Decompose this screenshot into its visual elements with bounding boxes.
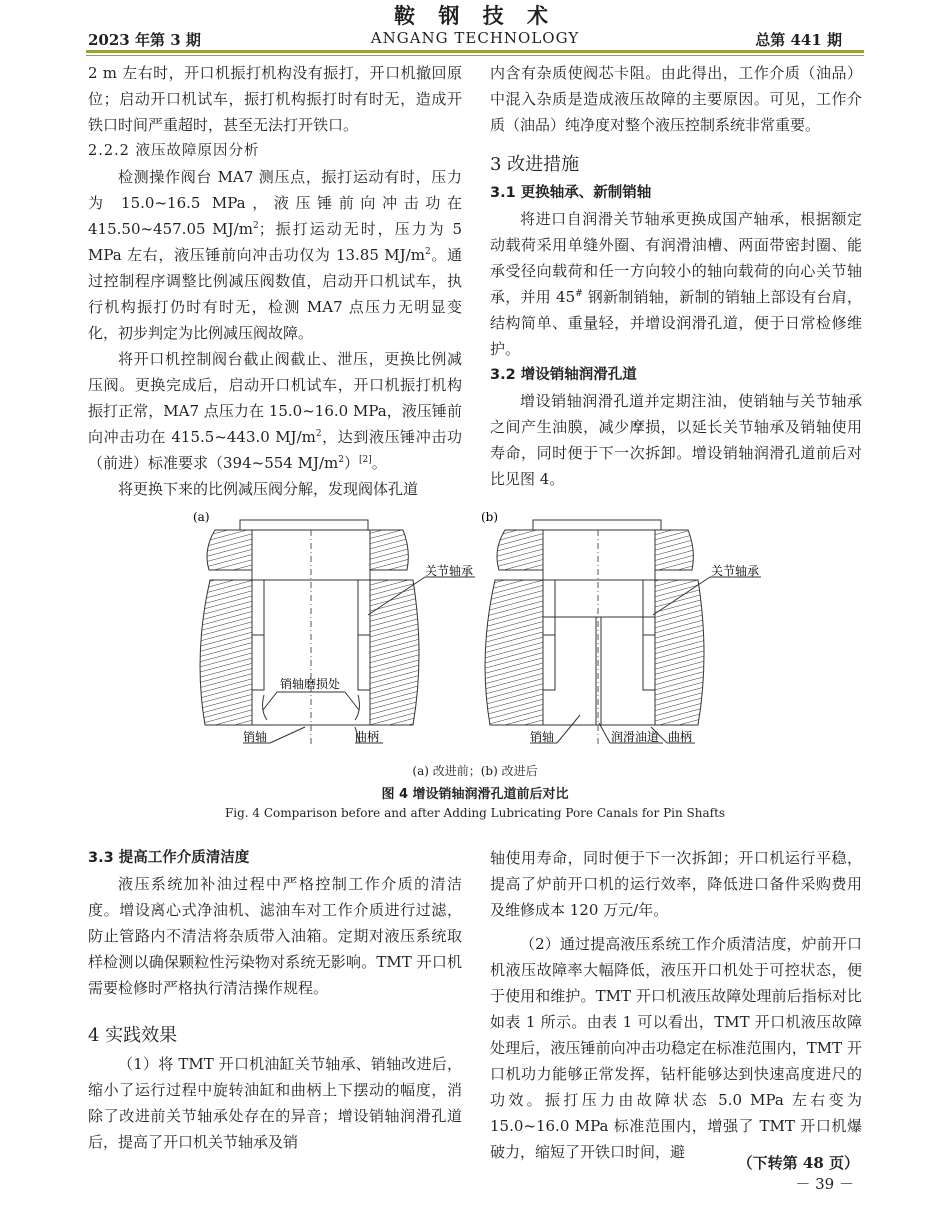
crank-upper-right bbox=[655, 530, 693, 570]
page-number: － 39 － bbox=[795, 1175, 854, 1193]
left-column-bottom bbox=[88, 845, 462, 1155]
citation[interactable]: [2] bbox=[359, 455, 372, 465]
paragraph: 轴使用寿命，同时便于下一次拆卸；开口机运行平稳，提高了炉前开口机的运行效率，降低进口备件采购费用及维修成本 120 万元/年。 bbox=[490, 849, 862, 919]
journal-title: 鞍 钢 技 术 bbox=[394, 3, 556, 28]
label-pin-a: 销轴 bbox=[243, 730, 268, 744]
paragraph: 内含有杂质使阀芯卡阻。由此得出，工作介质（油品）中混入杂质是造成液压故障的主要原因。可见，工作介质（油品）纯净度对整个液压控制系统非常重要。 bbox=[490, 64, 862, 134]
paragraph: （1）将 TMT 开口机油缸关节轴承、销轴改进后，缩小了运行过程中旋转油缸和曲柄上下摆动的幅度，消除了改进前关节轴承处存在的异音；增设销轴润滑孔道后，提高了开口机关节轴承及销 bbox=[88, 1055, 462, 1151]
paragraph: 液压系统加补油过程中严格控制工作介质的清洁度。增设离心式净油机、滤油车对工作介质进行过滤，防止管路内不清洁将杂质带入油箱。定期对液压系统取样检测以确保颗粒性污染物对系统无影响。TMT 开口机需要检修时严格执行清洁操作规程。 bbox=[88, 875, 462, 997]
paragraph: （2）通过提高液压系统工作介质清洁度，炉前开口机液压故障率大幅降低，液压开口机处于可控状态，便于使用和维护。TMT 开口机液压故障处理前后指标对比如表 1 所示。由表 1 可以看出，TMT 开口机液压故障处理后，液压锤前向冲击功稳定在标准范围内，TMT 开口机功力能够正常发挥，钻杆能够达到快速高度进尺的功效。振打压力由故障状态 5.0 MPa 左右变为 15.0~16.0 MPa 标准范围内，增强了 TMT 开口机爆破力，缩短了开铁口时间，避 bbox=[490, 935, 862, 1161]
paragraph: 将更换下来的比例减压阀分解，发现阀体孔道 bbox=[118, 480, 419, 498]
paragraph: 2 m 左右时，开口机振打机构没有振打，开口机撤回原位；启动开口机试车，振打机构振打时有时无，造成开铁口时间严重超时，甚至无法打开铁口。 bbox=[88, 64, 462, 134]
figure-4-diagram bbox=[185, 505, 765, 760]
section-heading-2-2-2: 2.2.2 液压故障原因分析 bbox=[88, 143, 260, 159]
header-rule-thick bbox=[86, 50, 864, 53]
section-heading-3-1: 3.1 更换轴承、新制销轴 bbox=[490, 185, 652, 201]
section-heading-3-3: 3.3 提高工作介质清洁度 bbox=[88, 850, 250, 866]
panel-a-label: (a) bbox=[193, 510, 210, 524]
header-rule-thin bbox=[86, 55, 864, 56]
issue-label: 2023 年第 3 期 bbox=[88, 31, 201, 49]
panel-a bbox=[193, 510, 475, 745]
cylinder-left bbox=[200, 580, 252, 725]
label-wear: 销轴磨损处 bbox=[280, 677, 341, 691]
cylinder-right bbox=[370, 580, 419, 725]
figure-caption-cn: 图 4 增设销轴润滑孔道前后对比 bbox=[381, 787, 569, 802]
paragraph: 将进口自润滑关节轴承更换成国产轴承，根据额定动载荷采用单缝外圈、有润滑油槽、两面带密封圈、能承受径向载荷和任一方向较小的轴向载荷的向心关节轴承，并用 45# 钢新制销轴，新制的销轴上部设有台肩，结构简单、重量轻，并增设润滑孔道，便于日常检修维护。 bbox=[490, 210, 862, 358]
section-heading-3: 3 改进措施 bbox=[490, 154, 580, 175]
section-heading-4: 4 实践效果 bbox=[88, 1025, 178, 1046]
crank-upper-left bbox=[207, 530, 252, 570]
paragraph: 增设销轴润滑孔道并定期注油，使销轴与关节轴承之间产生油膜，减少摩损，以延长关节轴承及销轴使用寿命，同时便于下一次拆卸。增设销轴润滑孔道前后对比见图 4。 bbox=[490, 392, 862, 488]
pin-head bbox=[240, 520, 368, 530]
section-heading-3-2: 3.2 增设销轴润滑孔道 bbox=[490, 367, 637, 383]
cylinder-right bbox=[655, 580, 704, 725]
panel-b-label: (b) bbox=[481, 510, 499, 524]
pin-head bbox=[533, 520, 661, 530]
label-pin-b: 销轴 bbox=[530, 730, 555, 744]
left-column-top bbox=[88, 60, 462, 502]
figure-sub-caption: (a) 改进前；(b) 改进后 bbox=[412, 764, 538, 778]
crank-upper-left bbox=[497, 530, 543, 570]
label-channel: 润滑油道 bbox=[611, 730, 660, 744]
label-crank-a: 曲柄 bbox=[355, 730, 380, 744]
right-column-bottom bbox=[490, 845, 862, 1165]
continued-note[interactable]: （下转第 48 页） bbox=[737, 1154, 859, 1172]
paragraph: 将开口机控制阀台截止阀截止、泄压，更换比例减压阀。更换完成后，启动开口机试车，开口机振打机构振打正常，MA7 点压力在 15.0~16.0 MPa，液压锤前向冲击功在 415.5~443.0 $MJ/m^2$，达到液压锤冲击功（前进）标准要求（394~554 $MJ/m^2)[2]$。 bbox=[88, 350, 462, 472]
right-column-top bbox=[490, 60, 862, 492]
paragraph: 检测操作阀台 MA7 测压点，振打运动有时，压力为 15.0~16.5 MPa，液压锤前向冲击功在 415.50~457.05 $MJ/m^2$；振打运动无时，压力为 5 MPa 左右，液压锤前向冲击功仅为 13.85 $MJ/m^2$。通过控制程序调整比例减压阀数值，启动开口机试车，执行机构振打仍时有时无，检测 MA7 点压力无明显变化，初步判定为比例减压阀故障。 bbox=[88, 168, 462, 342]
cylinder-left bbox=[485, 580, 543, 725]
figure-caption-en: Fig. 4 Comparison before and after Adding Lubricating Pore Canals for Pin Shafts bbox=[224, 806, 726, 820]
panel-b bbox=[481, 510, 761, 745]
crank-upper-right bbox=[370, 530, 408, 570]
label-bearing-a: 关节轴承 bbox=[425, 564, 474, 578]
label-bearing-b: 关节轴承 bbox=[711, 564, 760, 578]
label-crank-b: 曲柄 bbox=[668, 730, 693, 744]
total-issue-label: 总第 441 期 bbox=[755, 31, 842, 49]
journal-english-title: ANGANG TECHNOLOGY bbox=[370, 29, 580, 47]
